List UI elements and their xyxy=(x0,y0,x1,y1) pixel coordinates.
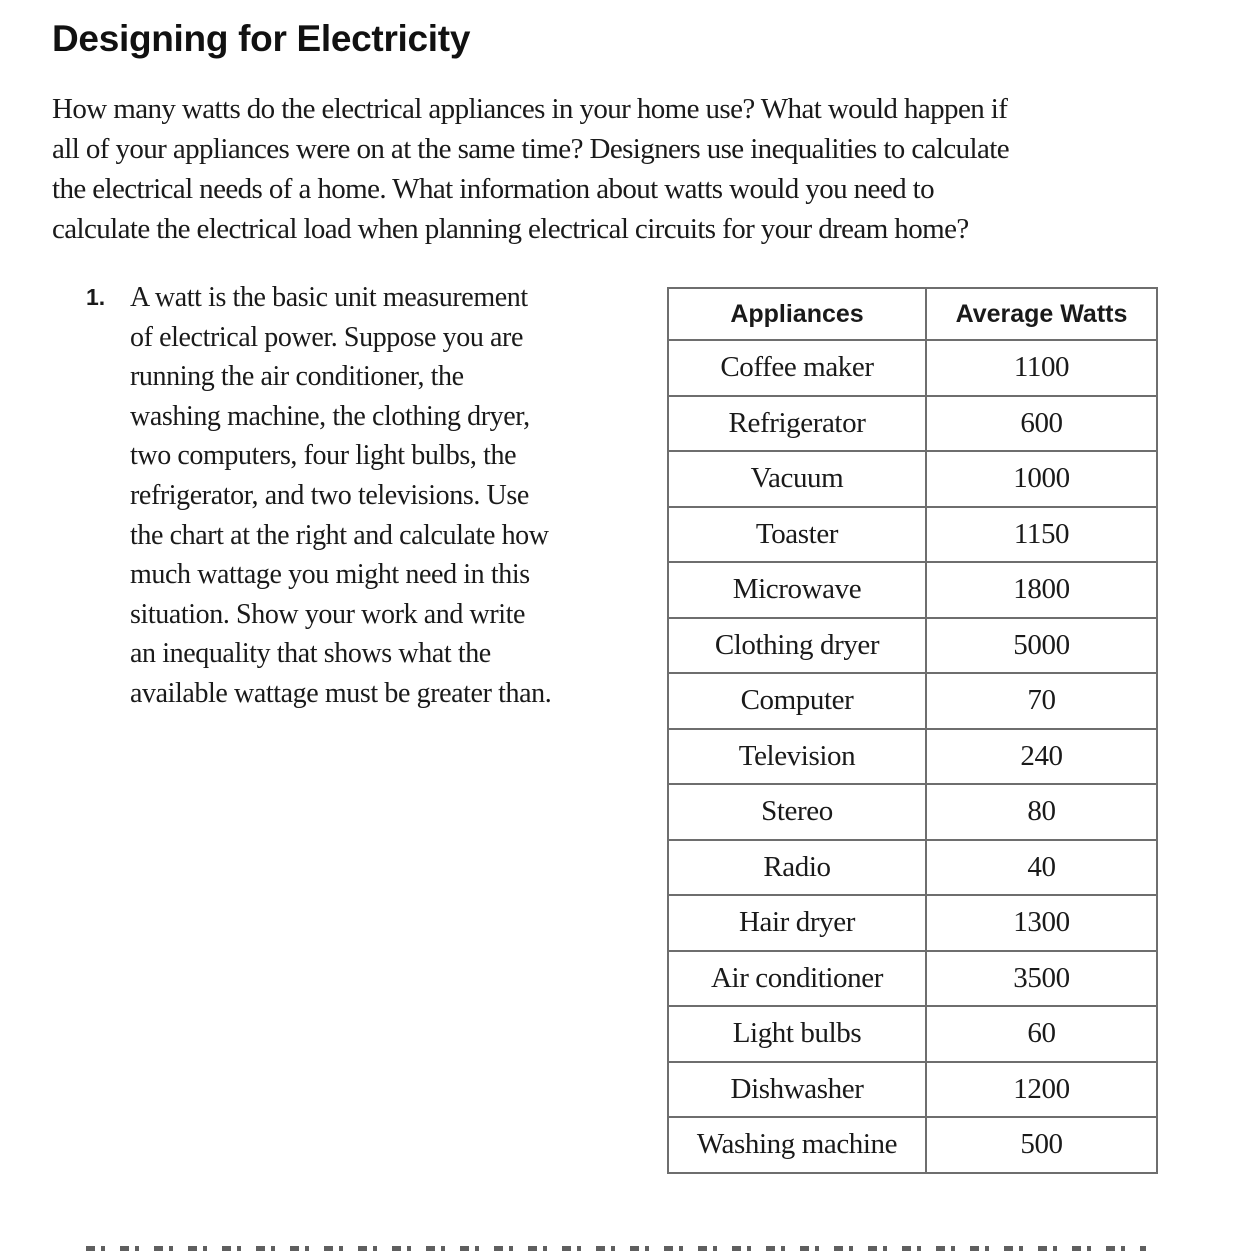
watts-cell: 240 xyxy=(926,729,1157,785)
watts-cell: 500 xyxy=(926,1117,1157,1173)
table-row xyxy=(668,451,1157,507)
question-line: the chart at the right and calculate how xyxy=(130,519,549,551)
header-average-watts: Average Watts xyxy=(926,288,1157,340)
watts-cell: 1200 xyxy=(926,1062,1157,1118)
question-line: of electrical power. Suppose you are xyxy=(130,321,524,353)
watts-cell: 3500 xyxy=(926,951,1157,1007)
table-row xyxy=(668,895,1157,951)
appliance-cell: Hair dryer xyxy=(668,895,926,951)
appliance-cell: Radio xyxy=(668,840,926,896)
watts-cell: 5000 xyxy=(926,618,1157,674)
table-row xyxy=(668,396,1157,452)
header-appliances: Appliances xyxy=(668,288,926,340)
watts-cell: 70 xyxy=(926,673,1157,729)
question-line: A watt is the basic unit measurement xyxy=(130,282,528,313)
intro-line: all of your appliances were on at the same time? Designers use inequalities to calculate xyxy=(52,133,1009,165)
watts-cell: 1300 xyxy=(926,895,1157,951)
watts-cell: 80 xyxy=(926,784,1157,840)
question-line: refrigerator, and two televisions. Use xyxy=(130,479,529,511)
table-row xyxy=(668,507,1157,563)
appliance-cell: Air conditioner xyxy=(668,951,926,1007)
table-row xyxy=(668,729,1157,785)
table-row xyxy=(668,784,1157,840)
table-row xyxy=(668,340,1157,396)
table-row xyxy=(668,618,1157,674)
intro-line: How many watts do the electrical appliances in your home use? What would happen if xyxy=(52,93,1008,125)
question-line: washing machine, the clothing dryer, xyxy=(130,400,530,432)
table-row xyxy=(668,1062,1157,1118)
watts-cell: 1000 xyxy=(926,451,1157,507)
table-row xyxy=(668,1006,1157,1062)
cut-off-text-fragment xyxy=(86,1239,1146,1251)
table-row xyxy=(668,840,1157,896)
question-line: two computers, four light bulbs, the xyxy=(130,440,517,472)
table-header-row xyxy=(668,288,1157,340)
question-line: available wattage must be greater than. xyxy=(130,677,552,709)
question-line: running the air conditioner, the xyxy=(130,361,464,393)
appliance-cell: Toaster xyxy=(668,507,926,563)
appliance-cell: Vacuum xyxy=(668,451,926,507)
appliance-cell: Computer xyxy=(668,673,926,729)
page-title: Designing for Electricity xyxy=(52,18,471,59)
question-line: situation. Show your work and write xyxy=(130,598,526,630)
watts-cell: 600 xyxy=(926,396,1157,452)
appliance-cell: Refrigerator xyxy=(668,396,926,452)
watts-cell: 1100 xyxy=(926,340,1157,396)
appliance-cell: Microwave xyxy=(668,562,926,618)
watts-cell: 1800 xyxy=(926,562,1157,618)
table-row xyxy=(668,562,1157,618)
appliance-cell: Stereo xyxy=(668,784,926,840)
cut-off-next-question xyxy=(86,1239,1146,1251)
question-text xyxy=(130,278,625,714)
watts-cell: 40 xyxy=(926,840,1157,896)
table-row xyxy=(668,951,1157,1007)
watts-cell: 1150 xyxy=(926,507,1157,563)
question-line: an inequality that shows what the xyxy=(130,638,491,670)
appliance-cell: Dishwasher xyxy=(668,1062,926,1118)
question-1 xyxy=(86,278,631,714)
appliance-cell: Washing machine xyxy=(668,1117,926,1173)
table-row xyxy=(668,673,1157,729)
appliance-cell: Coffee maker xyxy=(668,340,926,396)
intro-paragraph xyxy=(52,89,1162,249)
watts-cell: 60 xyxy=(926,1006,1157,1062)
intro-line: calculate the electrical load when planning electrical circuits for your dream home? xyxy=(52,213,969,245)
question-line: much wattage you might need in this xyxy=(130,559,530,591)
appliance-watts-table xyxy=(667,287,1158,1174)
appliance-cell: Television xyxy=(668,729,926,785)
appliance-cell: Light bulbs xyxy=(668,1006,926,1062)
table-row xyxy=(668,1117,1157,1173)
intro-line: the electrical needs of a home. What information about watts would you need to xyxy=(52,173,934,205)
appliance-cell: Clothing dryer xyxy=(668,618,926,674)
question-number: 1. xyxy=(86,284,106,310)
